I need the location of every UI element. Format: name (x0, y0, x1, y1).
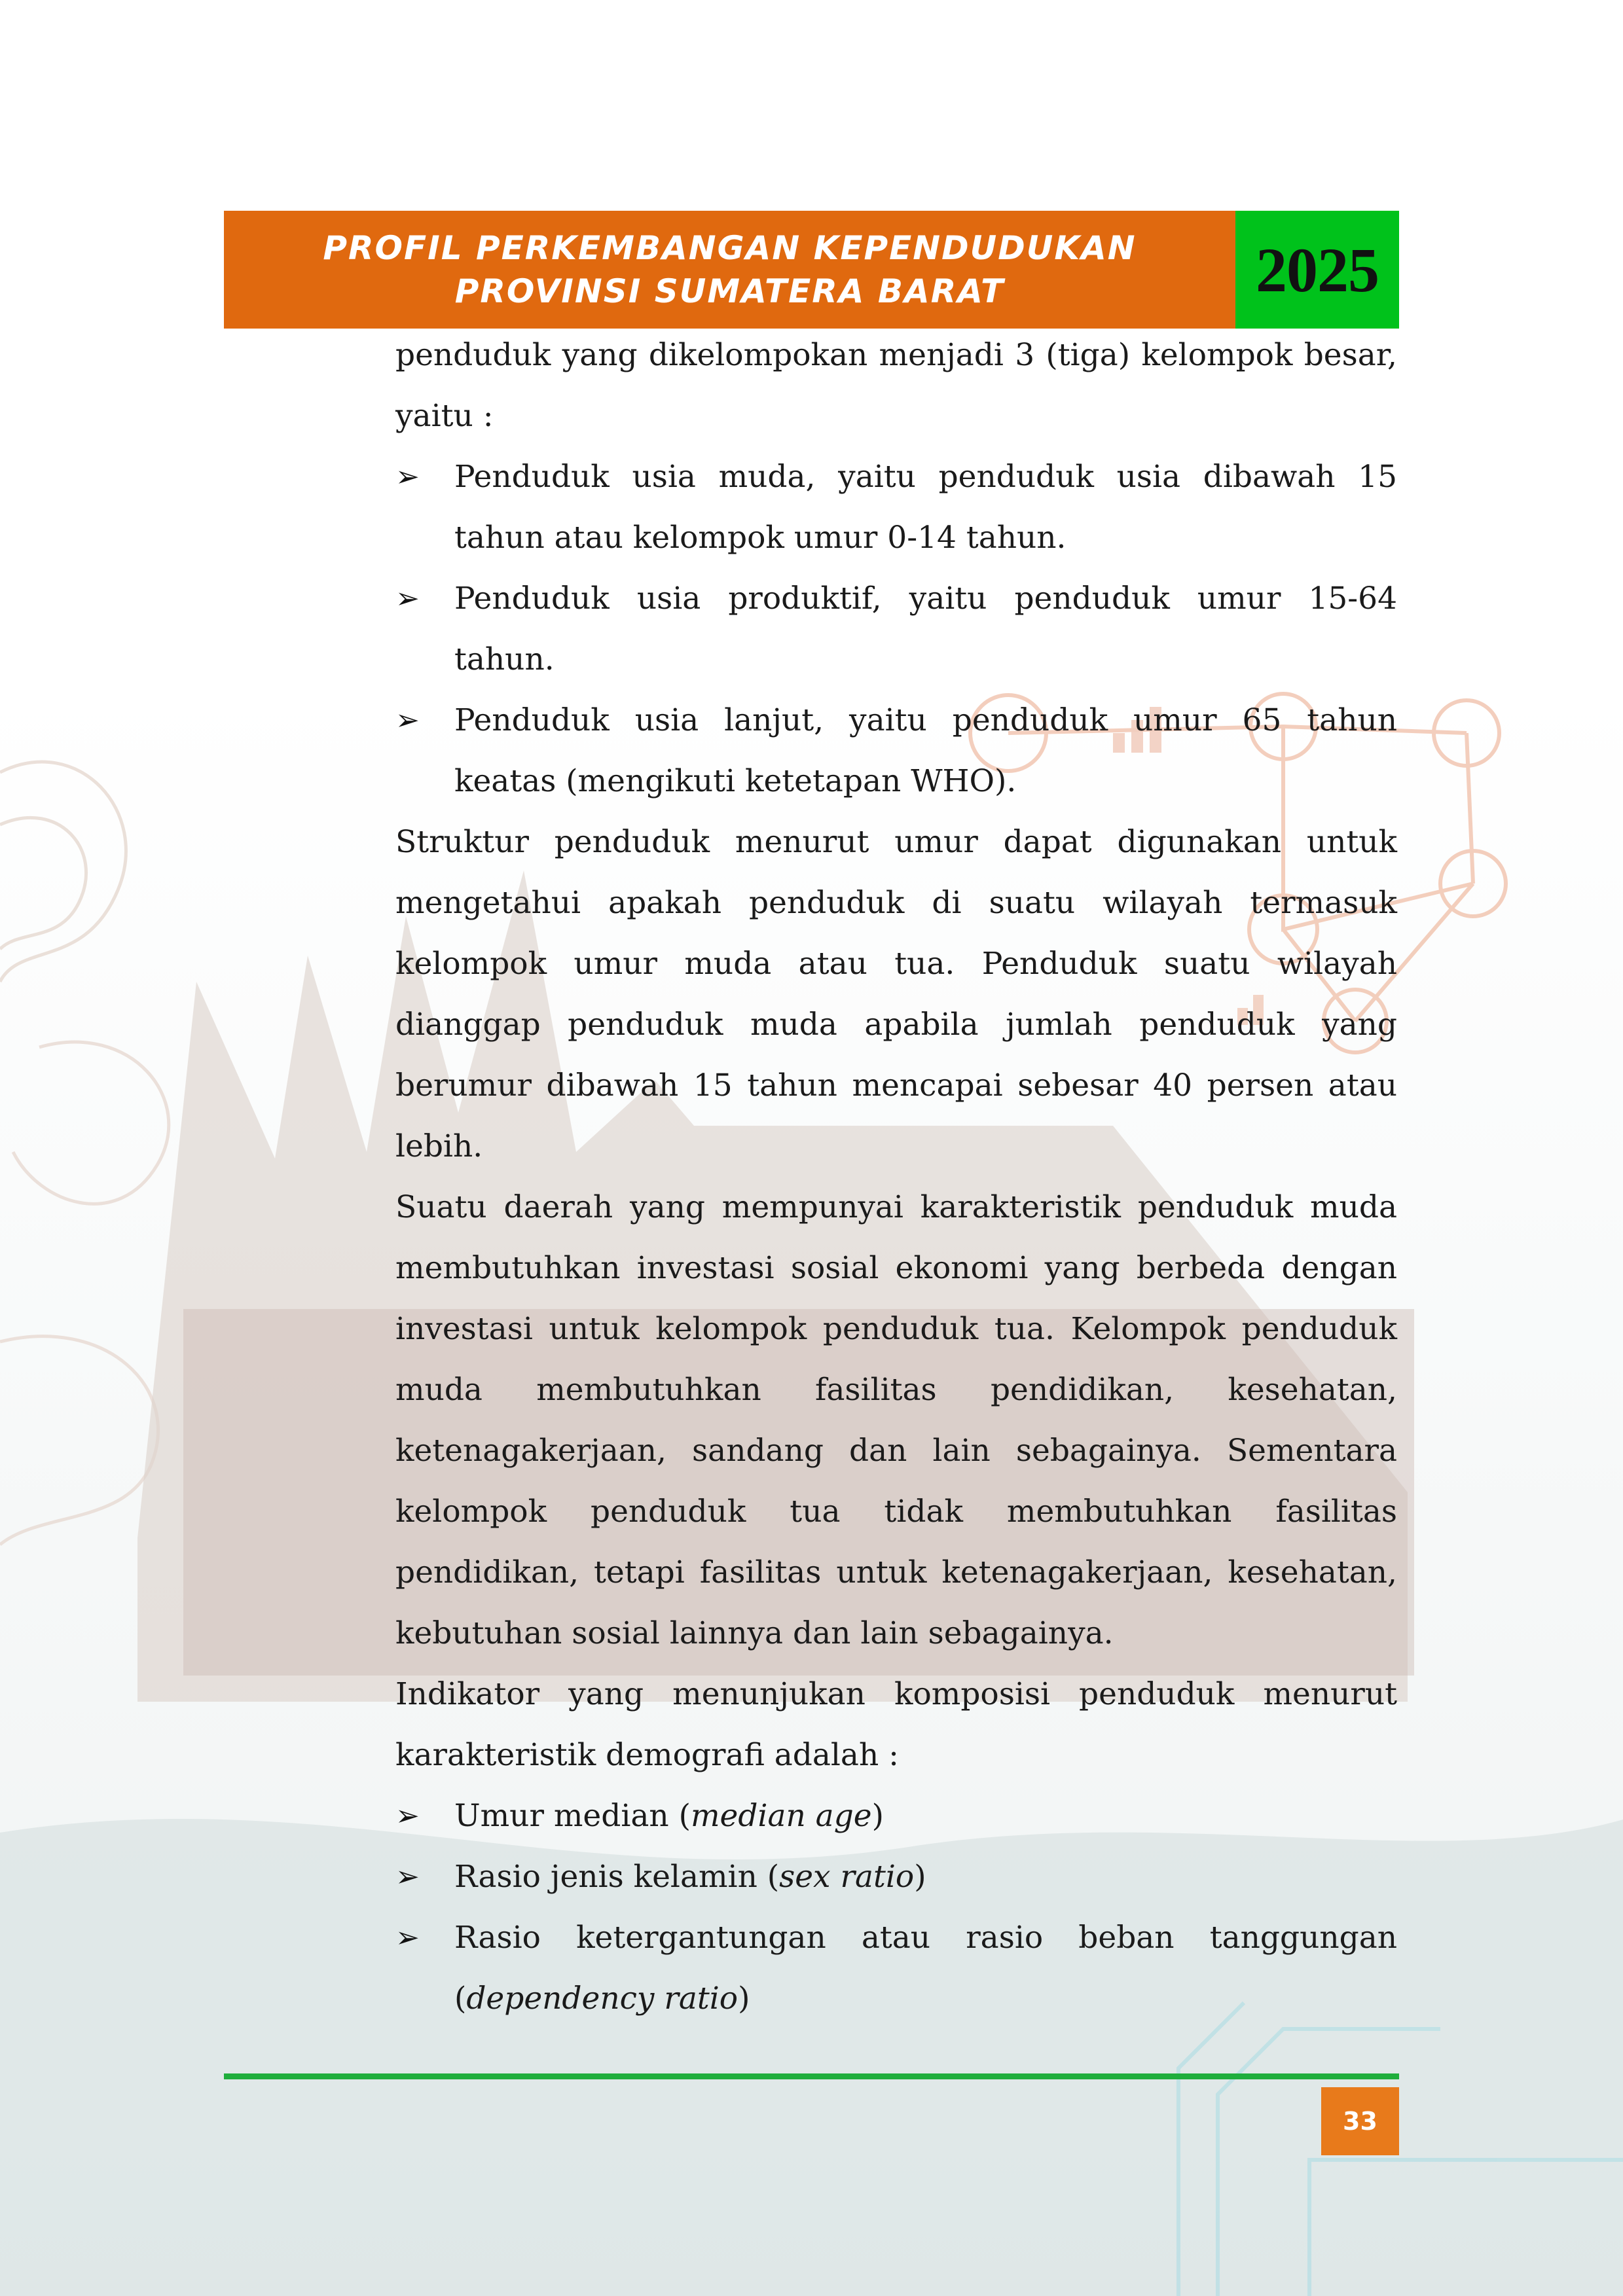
paragraph-age-structure: Struktur penduduk menurut umur dapat digunakan untuk mengetahui apakah penduduk di suatu wilayah termasuk kelompok umur muda atau tua. Penduduk suatu wilayah dianggap penduduk muda apabila jumlah penduduk yang berumur dibawah 15 tahun mencapai sebesar 40 persen atau lebih. (395, 824, 1397, 1164)
paragraph-investment: Suatu daerah yang mempunyai karakteristik penduduk muda membutuhkan investasi sosial ekonomi yang berbeda dengan investasi untuk kelompok penduduk tua. Kelompok penduduk muda membutuhkan fasilitas pendidikan, kesehatan, ketenagakerjaan, sandang dan lain sebagainya. Sementara kelompok penduduk tua tidak membutuhkan fasilitas pendidikan, tetapi fasilitas untuk ketenagakerjaan, kesehatan, kebutuhan sosial lainnya dan lain sebagainya. (395, 1189, 1397, 1651)
page-number: 33 (1343, 2107, 1377, 2136)
indicator-median-age: Umur median (median age) (454, 1798, 884, 1834)
list-item (395, 1907, 1397, 2029)
group-elderly: Penduduk usia lanjut, yaitu penduduk umur 65 tahun keatas (mengikuti ketetapan WHO). (454, 702, 1397, 799)
indicator-sex-ratio: Rasio jenis kelamin (sex ratio) (454, 1859, 926, 1895)
year-badge (1235, 211, 1399, 329)
list-item (395, 568, 1397, 690)
page-number-badge (1321, 2087, 1399, 2155)
intro-line-2: yaitu : (395, 398, 494, 434)
header-title-line1: PROFIL PERKEMBANGAN KEPENDUDUKAN (323, 229, 1137, 267)
footer-divider (224, 2073, 1399, 2079)
list-item (395, 690, 1397, 812)
arrow-bullet-icon: ➢ (395, 460, 420, 493)
intro-line-1: penduduk yang dikelompokan menjadi 3 (tiga) kelompok besar, (395, 337, 1397, 373)
body-content (395, 325, 1397, 2029)
list-item (395, 446, 1397, 568)
arrow-bullet-icon: ➢ (395, 1921, 420, 1954)
list-item (395, 1846, 1397, 1907)
year-label: 2025 (1256, 234, 1379, 305)
list-item (395, 1785, 1397, 1846)
paragraph-indicators-intro: Indikator yang menunjukan komposisi penduduk menurut karakteristik demografi adalah : (395, 1676, 1397, 1773)
header-title-bar (224, 211, 1235, 329)
group-productive: Penduduk usia produktif, yaitu penduduk umur 15-64 tahun. (454, 581, 1397, 677)
indicator-dependency-ratio: Rasio ketergantungan atau rasio beban tanggungan (dependency ratio) (454, 1920, 1397, 2017)
group-young: Penduduk usia muda, yaitu penduduk usia dibawah 15 tahun atau kelompok umur 0-14 tahun. (454, 459, 1397, 556)
arrow-bullet-icon: ➢ (395, 704, 420, 737)
arrow-bullet-icon: ➢ (395, 1799, 420, 1833)
arrow-bullet-icon: ➢ (395, 582, 420, 615)
arrow-bullet-icon: ➢ (395, 1860, 420, 1893)
header-title-line2: PROVINSI SUMATERA BARAT (454, 272, 1005, 310)
